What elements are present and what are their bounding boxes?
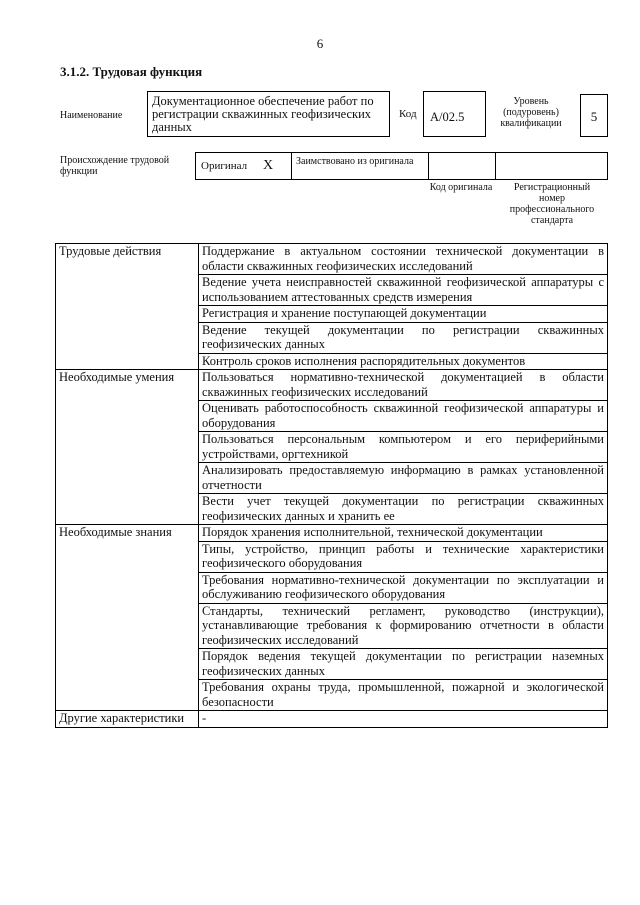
origin-divider-3 <box>495 153 496 179</box>
page-number: 6 <box>316 36 324 51</box>
section-label: Необходимые знания <box>56 525 199 711</box>
origin-divider <box>291 153 292 179</box>
section-item: Контроль сроков исполнения распорядительных документов <box>199 353 608 370</box>
section-item: Регистрация и хранение поступающей документации <box>199 306 608 323</box>
code-value: А/02.5 <box>423 91 486 137</box>
code-label: Код <box>399 108 417 120</box>
section-item: Порядок хранения исполнительной, технической документации <box>199 525 608 542</box>
section-item: Анализировать предоставляемую информацию в рамках установленной отчетности <box>199 463 608 494</box>
table-row <box>56 525 608 542</box>
section-item: Требования охраны труда, промышленной, пожарной и экологической безопасности <box>199 680 608 711</box>
code-original-caption: Код оригинала <box>429 182 493 193</box>
section-item: Типы, устройство, принцип работы и технические характеристики геофизического оборудования <box>199 541 608 572</box>
original-label: Оригинал <box>201 160 248 172</box>
table-row <box>56 711 608 728</box>
section-item: Стандарты, технический регламент, руководство (инструкции), устанавливающие требования к формированию отчетности в области геофизических исследований <box>199 603 608 649</box>
table-row <box>56 370 608 401</box>
origin-label: Происхождение трудовой функции <box>60 155 170 177</box>
section-item: Ведение учета неисправностей скважинной геофизической аппаратуры с использованием аттестованных средств измерения <box>199 275 608 306</box>
original-mark: X <box>263 158 274 173</box>
name-value: Документационное обеспечение работ по регистрации скважинных геофизических данных <box>147 91 390 137</box>
level-value: 5 <box>580 94 608 137</box>
section-item: - <box>199 711 608 728</box>
section-item: Вести учет текущей документации по регистрации скважинных геофизических данных и хранить ее <box>199 494 608 525</box>
table-row <box>56 244 608 275</box>
section-item: Поддержание в актуальном состоянии технической документации в области скважинных геофизических исследований <box>199 244 608 275</box>
origin-divider-2 <box>428 153 429 179</box>
section-item: Требования нормативно-технической документации по эксплуатации и обслуживанию геофизического оборудования <box>199 572 608 603</box>
section-item: Пользоваться персональным компьютером и его периферийными устройствами, оргтехникой <box>199 432 608 463</box>
section-label: Трудовые действия <box>56 244 199 370</box>
section-item: Оценивать работоспособность скважинной геофизической аппаратуры и оборудования <box>199 401 608 432</box>
origin-table <box>195 152 608 180</box>
section-label: Другие характеристики <box>56 711 199 728</box>
function-table <box>55 243 608 728</box>
borrowed-label: Заимствовано из оригинала <box>296 156 414 167</box>
reg-number-caption: Регистрационный номер профессионального стандарта <box>509 182 595 226</box>
name-label: Наименование <box>60 110 123 121</box>
level-label: Уровень (подуровень) квалификации <box>500 96 562 129</box>
section-heading: 3.1.2. Трудовая функция <box>60 64 203 79</box>
section-item: Ведение текущей документации по регистрации скважинных геофизических данных <box>199 322 608 353</box>
section-item: Пользоваться нормативно-технической документацией в области скважинных геофизических исследований <box>199 370 608 401</box>
section-label: Необходимые умения <box>56 370 199 525</box>
section-item: Порядок ведения текущей документации по регистрации наземных геофизических данных <box>199 649 608 680</box>
